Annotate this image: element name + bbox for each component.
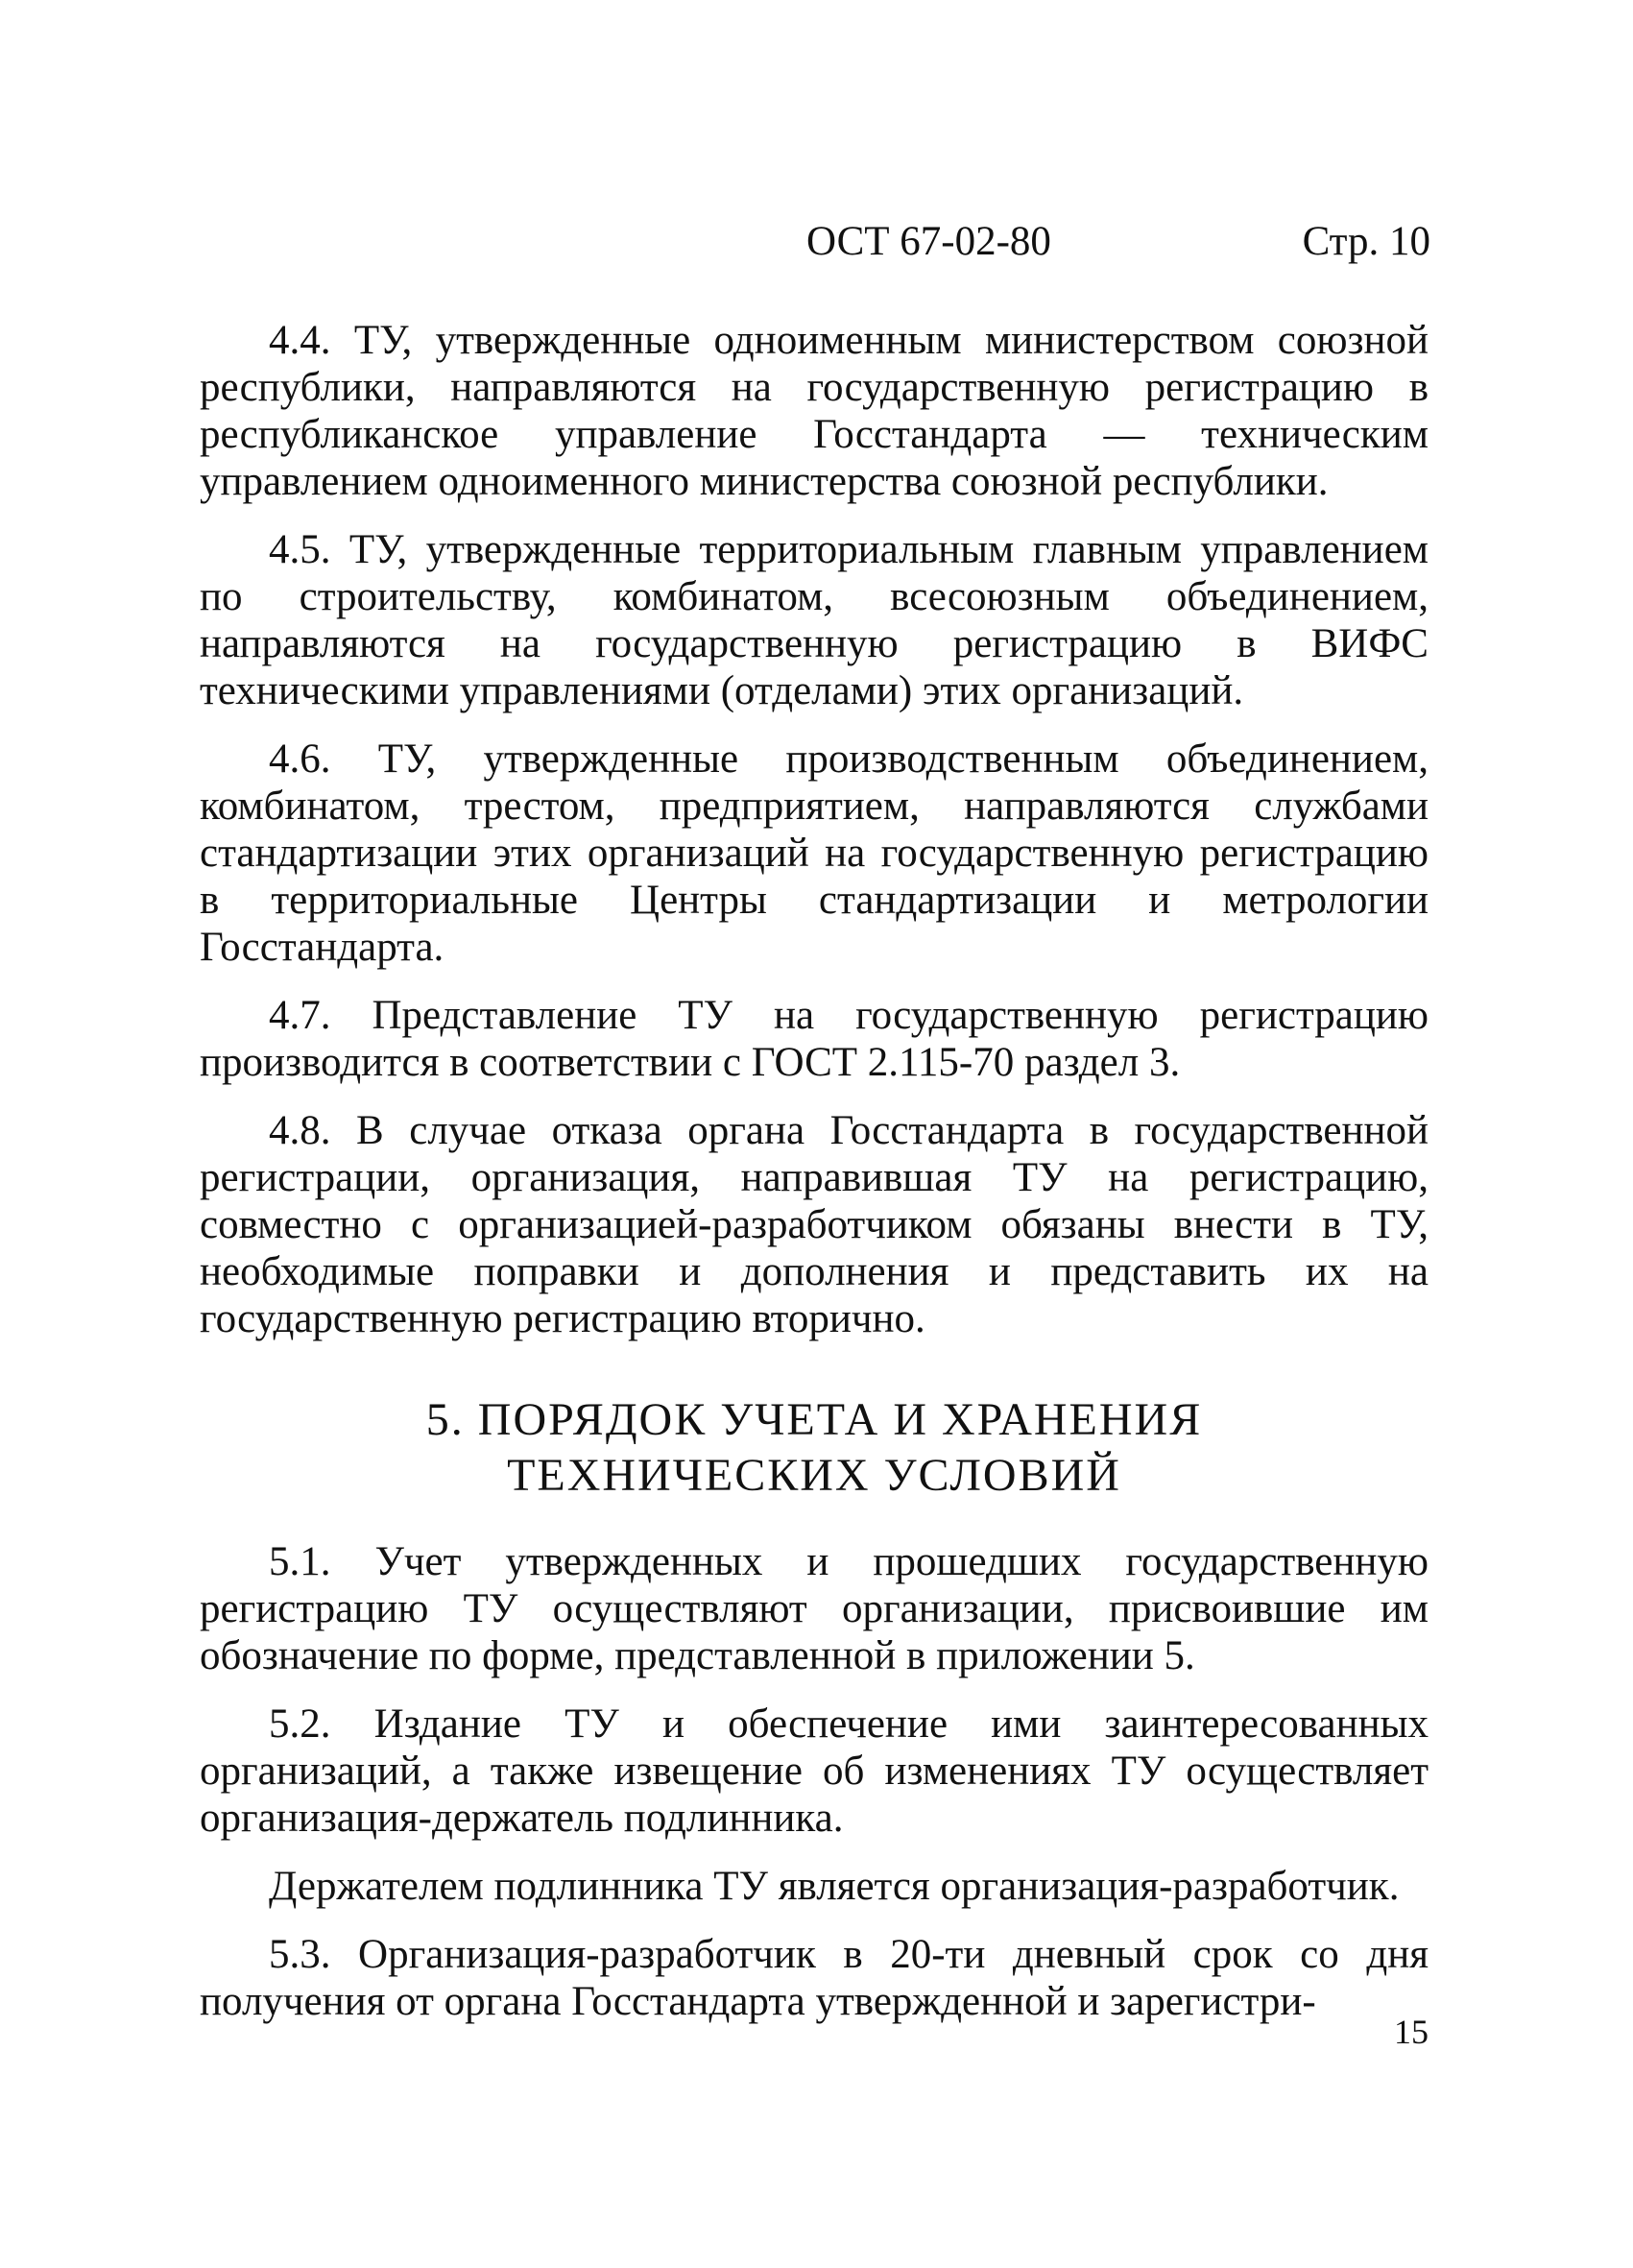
page-header — [202, 213, 1430, 271]
paragraph-holder-note: Держателем подлинника ТУ является организация-разработчик. — [269, 1864, 1400, 1909]
paragraph-4-6: 4.6. ТУ, утвержденные производственным объединением, комбинатом, трестом, предприятием, направляются службами стандартизации этих организаций на государственную регистрацию в территориальные Центры стандартизации и метрологии Госстандарта. — [200, 736, 1429, 970]
document-body — [200, 317, 1429, 2046]
document-code: ОСТ 67-02-80 — [806, 219, 1051, 264]
paragraph-5-2: 5.2. Издание ТУ и обеспечение ими заинтересованных организаций, а также извещение об изменениях ТУ осуществляет организация-держатель подлинника. — [200, 1701, 1429, 1841]
paragraph-4-4: 4.4. ТУ, утвержденные одноименным министерством союзной республики, направляются на государственную регистрацию в республиканское управление Госстандарта — техническим управлением одноименного министерства союзной республики. — [200, 318, 1429, 504]
section-heading-line-1: 5. ПОРЯДОК УЧЕТА И ХРАНЕНИЯ — [425, 1394, 1203, 1445]
page-number: 15 — [1394, 2013, 1429, 2051]
paragraph-5-3: 5.3. Организация-разработчик в 20-ти дневный срок со дня получения от органа Госстандарта утвержденной и зарегистри- — [200, 1932, 1429, 2024]
paragraph-5-1: 5.1. Учет утвержденных и прошедших государственную регистрацию ТУ осуществляют организации, присвоившие им обозначение по форме, представленной в приложении 5. — [200, 1539, 1429, 1678]
paragraph-4-7: 4.7. Представление ТУ на государственную регистрацию производится в соответствии с ГОСТ 2.115-70 раздел 3. — [200, 993, 1429, 1085]
paragraph-4-5: 4.5. ТУ, утвержденные территориальным главным управлением по строительству, комбинатом, всесоюзным объединением, направляются на государственную регистрацию в ВИФС техническими управлениями (отделами) этих организаций. — [200, 527, 1429, 713]
section-heading-line-2: ТЕХНИЧЕСКИХ УСЛОВИЙ — [507, 1450, 1121, 1501]
paragraph-4-8: 4.8. В случае отказа органа Госстандарта в государственной регистрации, организация, направившая ТУ на регистрацию, совместно с организацией-разработчиком обязаны внести в ТУ, необходимые поправки и дополнения и представить их на государственную регистрацию вторично. — [200, 1108, 1429, 1341]
section-5-heading — [200, 1392, 1429, 1504]
page-reference: Стр. 10 — [1302, 219, 1430, 264]
